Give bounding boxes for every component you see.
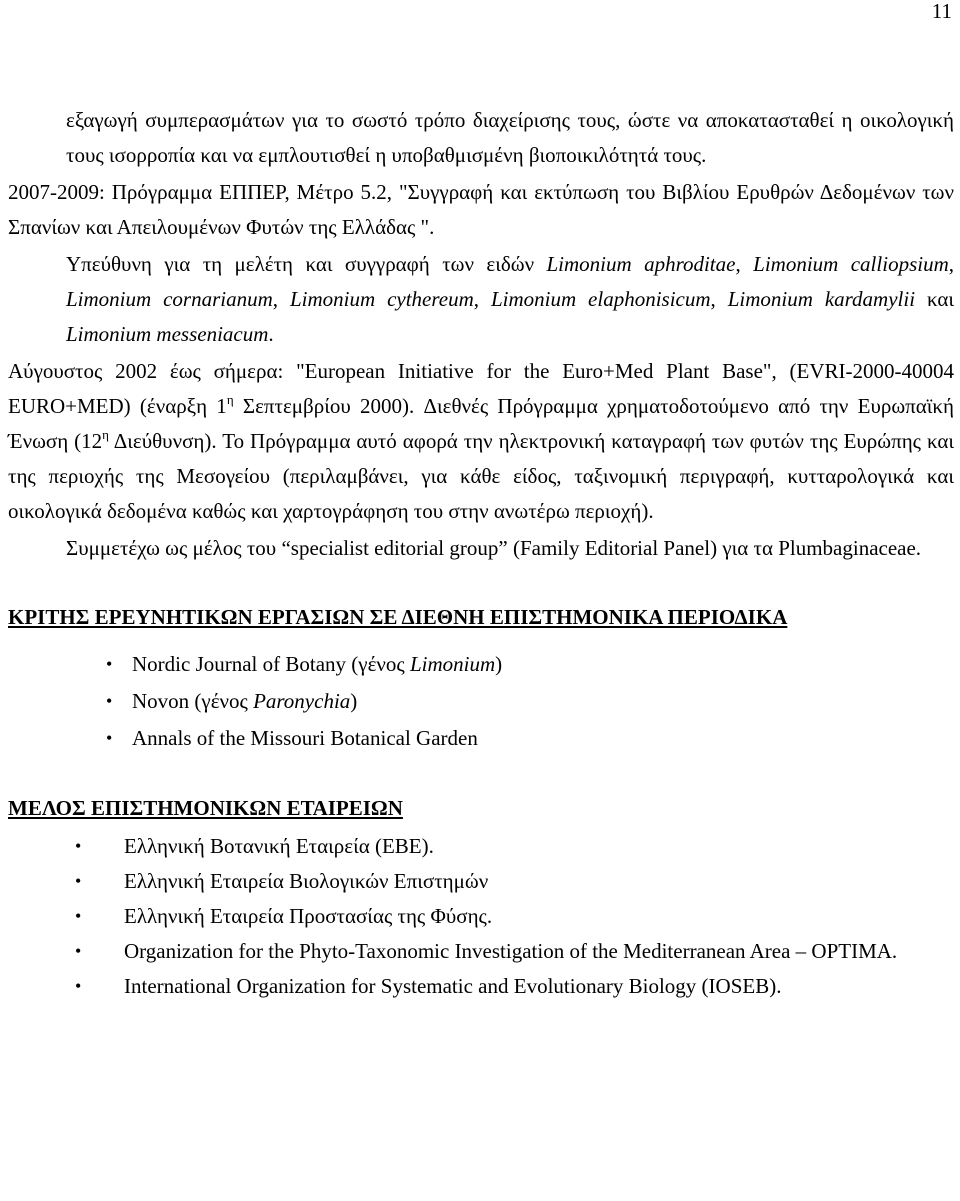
paren-close: ) [350, 689, 358, 713]
society-list [61, 829, 954, 1004]
euro-med-text-a: Αύγουστος 2002 έως σήμερα: "European Initiative for the Euro+Med Plant Base", (EVRI-2000-40004 EURO+MED) (έναρξη 1 [8, 359, 954, 418]
society-name: Ελληνική Εταιρεία Προστασίας της Φύσης. [124, 904, 493, 928]
ordinal-suffix: η [226, 392, 234, 407]
list-item [106, 646, 954, 683]
society-name: Organization for the Phyto-Taxonomic Investigation of the Mediterranean Area – OPTIMA. [124, 939, 898, 963]
bullet-icon: • [75, 836, 82, 856]
genus-name: Paronychia [253, 689, 351, 713]
paragraph-management-conclusions: εξαγωγή συμπερασμάτων για το σωστό τρόπο διαχείρισης τους, ώστε να αποκατασταθεί η οικολογική τους ισορροπία και να εμπλουτισθεί η υποβαθμισμένη βιοποικιλότητά τους. [66, 108, 954, 167]
list-item [106, 683, 954, 720]
period: . [268, 322, 274, 346]
ordinal-suffix: η [102, 427, 109, 442]
section-heading-reviewer: ΚΡΙΤΗΣ ΕΡΕΥΝΗΤΙΚΩΝ ΕΡΓΑΣΙΩΝ ΣΕ ΔΙΕΘΝΗ ΕΠΙΣΤΗΜΟΝΙΚΑ ΠΕΡΙΟΔΙΚΑ [8, 605, 788, 629]
bullet-icon: • [106, 654, 113, 674]
species-name: Limonium elaphonisicum [490, 287, 711, 311]
journal-name: Nordic Journal of Botany (γένος [132, 652, 410, 676]
list-item [106, 720, 954, 757]
species-name: Limonium cythereum [289, 287, 474, 311]
species-name: Limonium kardamylii [727, 287, 916, 311]
separator: , [735, 252, 754, 276]
species-name: Limonium messeniacum [66, 322, 269, 346]
bullet-icon: • [75, 871, 82, 891]
paren-close: ) [495, 652, 503, 676]
genus-name: Limonium [409, 652, 496, 676]
society-name: International Organization for Systematic and Evolutionary Biology (IOSEB). [124, 974, 782, 998]
euro-med-text-b: Σεπτεμβρίου 2000). Διεθνές Πρόγραμμα χρηματοδοτούμενο από την Ευρωπαϊκή Ένωση (12 [8, 394, 954, 453]
paragraph-editorial-group: Συμμετέχω ως μέλος του “specialist editorial group” (Family Editorial Panel) για τα Plumbaginaceae. [66, 536, 922, 560]
paragraph-euro-med [8, 354, 954, 529]
bullet-icon: • [75, 941, 82, 961]
list-item [61, 864, 954, 899]
species-name: Limonium aphroditae [546, 252, 736, 276]
separator: , [948, 252, 954, 276]
paragraph-limonium-species [66, 247, 954, 352]
section-heading-member: ΜΕΛΟΣ ΕΠΙΣΤΗΜΟΝΙΚΩΝ ΕΤΑΙΡΕΙΩΝ [8, 796, 403, 820]
species-name: Limonium calliopsium [753, 252, 949, 276]
journal-name: Annals of the Missouri Botanical Garden [132, 726, 478, 750]
conjunction: και [915, 287, 955, 311]
journal-list [106, 646, 954, 757]
separator: , [272, 287, 290, 311]
list-item [61, 934, 954, 969]
species-name: Limonium cornarianum [66, 287, 273, 311]
species-lead-text: Υπεύθυνη για τη μελέτη και συγγραφή των ειδών [66, 252, 547, 276]
bullet-icon: • [106, 691, 113, 711]
separator: , [473, 287, 491, 311]
bullet-icon: • [106, 728, 113, 748]
society-name: Ελληνική Εταιρεία Βιολογικών Επιστημών [124, 869, 489, 893]
list-item [61, 829, 954, 864]
bullet-icon: • [75, 906, 82, 926]
paragraph-epper-programme: 2007-2009: Πρόγραμμα ΕΠΠΕΡ, Μέτρο 5.2, "Συγγραφή και εκτύπωση του Βιβλίου Ερυθρών Δεδομένων των Σπανίων και Απειλουμένων Φυτών της Ελλάδας ". [8, 180, 954, 239]
euro-med-text-c: Διεύθυνση). Το Πρόγραμμα αυτό αφορά την ηλεκτρονική καταγραφή των φυτών της Ευρώπης και της περιοχής της Μεσογείου (περιλαμβάνει, για κάθε είδος, ταξινομική περιγραφή, κυτταρολογικά και οικολογικά δεδομένα καθώς και χαρτογράφηση του στην ανωτέρω περιοχή). [8, 429, 954, 523]
bullet-icon: • [75, 976, 82, 996]
document-body [8, 103, 955, 1004]
list-item [61, 969, 954, 1004]
list-item [61, 899, 954, 934]
society-name: Ελληνική Βοτανική Εταιρεία (ΕΒΕ). [124, 834, 434, 858]
page-number: 11 [931, 0, 952, 23]
separator: , [710, 287, 728, 311]
journal-name: Novon (γένος [132, 689, 254, 713]
